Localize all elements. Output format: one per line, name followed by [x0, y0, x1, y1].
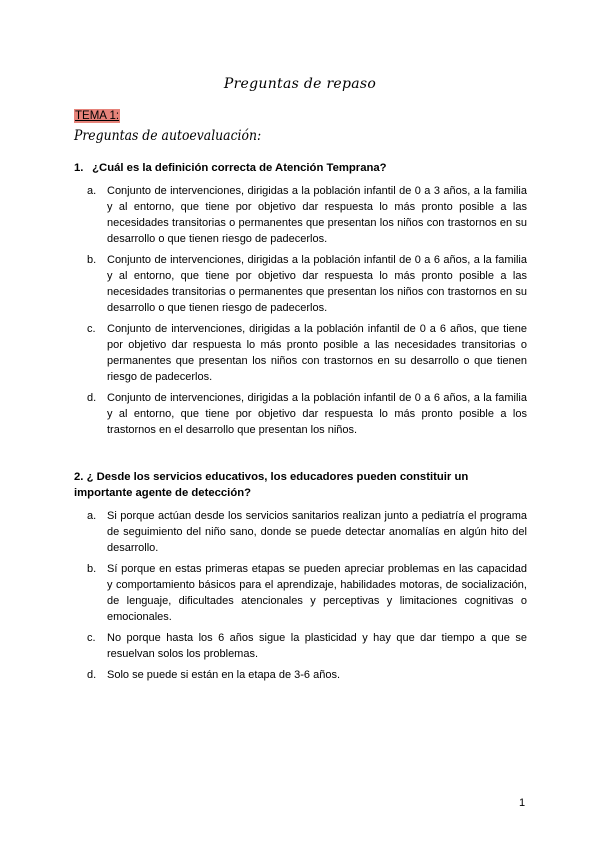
option-text: Conjunto de intervenciones, dirigidas a la población infantil de 0 a 3 años, a la familia y al entorno, que tiene por objetivo dar respuesta lo más pronto posible a las necesidades transitorias o permanentes que presentan los niños con trastornos en su desarrollo o que tienen riesgo de padecerlos. [107, 185, 527, 245]
question-number: 1. [74, 162, 84, 174]
question-text: ¿ Desde los servicios educativos, los educadores pueden constituir un importante agente de detección? [74, 471, 469, 499]
option-letter: b. [87, 563, 97, 575]
option-letter: a. [87, 185, 97, 197]
option-letter: c. [87, 323, 96, 335]
document-title: Preguntas de repaso [223, 76, 377, 92]
option-letter: d. [87, 669, 97, 681]
option-letter: a. [87, 510, 97, 522]
option-text: Si porque actúan desde los servicios sanitarios realizan junto a pediatría el programa de seguimiento del niño sano, donde se puede detectar anomalías en algún hito del desarrollo. [107, 510, 527, 554]
question-2 [74, 469, 529, 501]
option-text: Sí porque en estas primeras etapas se pueden apreciar problemas en las capacidad y comportamiento básicos para el aprendizaje, habilidades motoras, de socialización, de lenguaje, dificultades atencionales y perceptivas y limitaciones cognitivas o emocionales. [107, 563, 527, 623]
option-letter: d. [87, 392, 97, 404]
option-text: Solo se puede si están en la etapa de 3-6 años. [107, 669, 341, 681]
question-number: 2. [74, 471, 84, 483]
page-number: 1 [519, 797, 526, 809]
question-1 [74, 160, 529, 176]
section-label: TEMA 1: [75, 110, 120, 122]
section-subtitle: Preguntas de autoevaluación: [74, 128, 262, 144]
option-text: Conjunto de intervenciones, dirigidas a la población infantil de 0 a 6 años, a la familia y al entorno, que tiene por objetivo dar respuesta lo más pronto posible a las necesidades transitorias o permanentes que presentan los niños con trastornos en su desarrollo o que tienen riesgo de padecerlos. [107, 254, 527, 314]
option-text: Conjunto de intervenciones, dirigidas a la población infantil de 0 a 6 años, que tiene por objetivo dar respuesta lo más pronto posible a las necesidades transitorias o permanentes que presentan los niños con trastornos en su desarrollo o que tienen riesgo de padecerlos. [107, 323, 527, 383]
option-letter: b. [87, 254, 97, 266]
option-letter: c. [87, 632, 96, 644]
question-text: ¿Cuál es la definición correcta de Atención Temprana? [92, 162, 387, 174]
option-text: No porque hasta los 6 años sigue la plasticidad y hay que dar tiempo a que se resuelvan solos los problemas. [107, 632, 527, 660]
option-text: Conjunto de intervenciones, dirigidas a la población infantil de 0 a 6 años, a la familia y al entorno, que tiene por objetivo dar respuesta lo más pronto posible a los trastornos en el desarrollo que presentan los niños. [107, 392, 527, 436]
